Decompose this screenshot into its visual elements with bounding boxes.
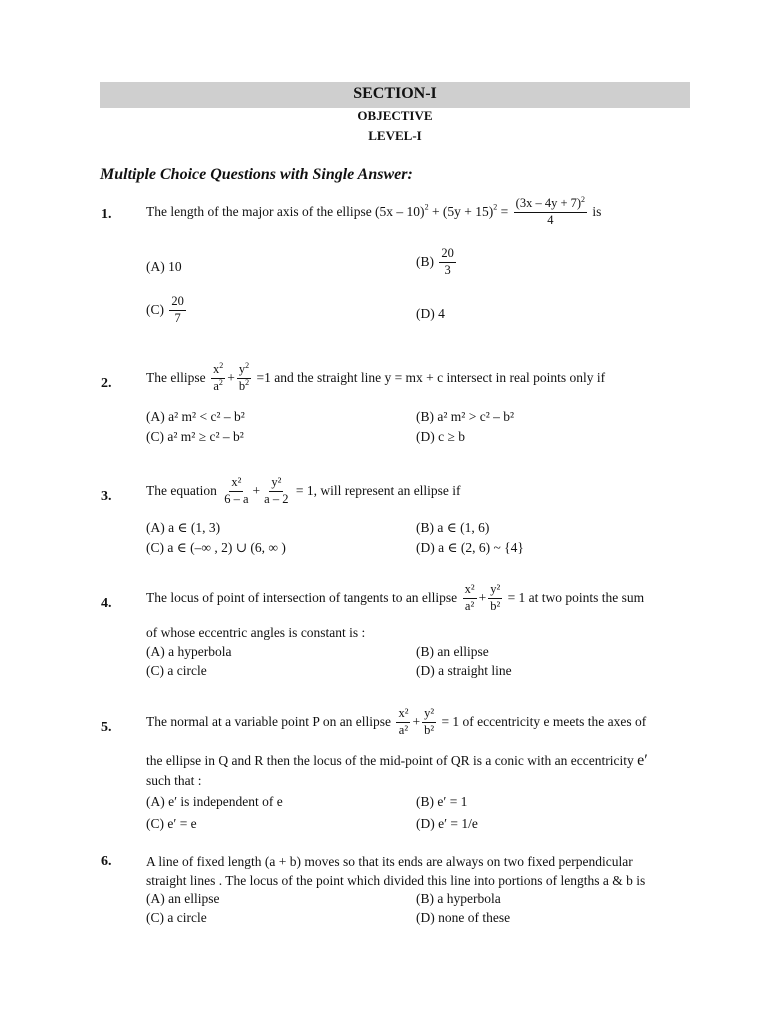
q5-eprime: e′ (637, 752, 648, 769)
q3-option-c: (C) a ∈ (–∞ , 2) ∪ (6, ∞ ) (146, 540, 286, 555)
mcq-heading: Multiple Choice Questions with Single Answer: (100, 166, 413, 183)
q5-f2-num: y² (422, 706, 436, 723)
q2-tail: =1 and the straight line y = mx + c intersect in real points only if (256, 370, 606, 386)
q4-line2: of whose eccentric angles is constant is : (146, 625, 366, 640)
question-number: 5. (101, 720, 112, 735)
q2-f2-den: b (238, 378, 246, 393)
q1-option-b (416, 246, 458, 278)
q3-option-d: (D) a ∈ (2, 6) ~ {4} (416, 540, 524, 555)
q2-option-c: (C) a² m² ≥ c² – b² (146, 429, 244, 444)
q6-option-a: (A) an ellipse (146, 891, 220, 906)
q4-option-a: (A) a hyperbola (146, 644, 232, 659)
question-5-stem: The normal at a variable point P on an ellipse $\frac{\text{x²}}{\text{a²}}$ + $\frac{\text{y²}}{\text{b²}}$ = 1 of eccentricity e meets the axes of (146, 706, 647, 737)
q3-option-b: (B) a ∈ (1, 6) (416, 520, 490, 535)
q4-f2-num: y² (488, 582, 502, 599)
q4-f1-num: x² (463, 582, 477, 599)
q1-mid1: + (5y + 15) (428, 204, 494, 220)
q4-option-c: (C) a circle (146, 663, 207, 678)
q2-option-d: (D) c ≥ b (416, 429, 466, 444)
section-title: SECTION-I (353, 85, 437, 102)
q2-option-b: (B) a² m² > c² – b² (416, 409, 515, 424)
q1-option-b-label: (B) (416, 254, 434, 270)
q2-f1-den: a (213, 378, 219, 393)
q1-c-num: 20 (169, 294, 186, 311)
q1-option-a: (A) 10 (146, 259, 182, 274)
q2-f2-num: y (238, 362, 246, 376)
q1-tail: is (592, 204, 602, 220)
q1-option-c-label: (C) (146, 302, 164, 318)
q1-mid2: = (497, 204, 512, 220)
q4-lead: The locus of point of intersection of tangents to an ellipse (146, 590, 458, 606)
question-2-stem: The ellipse $\frac{x^2}{a^2}$ + $\frac{y^2}{b^2}$ =1 and the straight line y = mx + c intersect in real points only if (146, 360, 606, 393)
q5-lead: The normal at a variable point P on an ellipse (146, 714, 392, 730)
q1-b-num: 20 (439, 246, 456, 263)
question-1-stem: The length of the major axis of the ellipse $(5x - 10)^2 + (5y + 15)^2$ = $\frac{(3x - 4y + 7)^2}{4}$ is (146, 194, 602, 227)
q1-option-c (146, 294, 188, 326)
q5-option-a: (A) e′ is independent of e (146, 794, 283, 809)
q4-f2-den: b² (490, 598, 501, 613)
q2-option-a: (A) a² m² < c² – b² (146, 409, 245, 424)
q1-frac-num: (3x – 4y + 7) (515, 196, 582, 210)
question-4-stem: The locus of point of intersection of tangents to an ellipse $\frac{\text{x²}}{\text{a²}}$ + $\frac{\text{y²}}{\text{b²}}$ = 1 at two points the sum (146, 582, 645, 613)
q2-lead: The ellipse (146, 370, 206, 386)
q3-lead: The equation (146, 483, 217, 499)
q1-lead: The length of the major axis of the ellipse (5x – 10) (146, 204, 425, 220)
q5-f1-den: a² (398, 722, 409, 737)
q2-f1-num: x (212, 362, 220, 376)
q6-option-c: (C) a circle (146, 910, 207, 925)
q6-option-b: (B) a hyperbola (416, 891, 501, 906)
q5-line2-text: the ellipse in Q and R then the locus of the mid-point of QR is a conic with an eccentricity (146, 753, 634, 768)
question-number: 2. (101, 376, 112, 391)
q3-tail: = 1, will represent an ellipse if (295, 483, 461, 499)
level-label: LEVEL-I (368, 128, 422, 143)
q5-f1-num: x² (396, 706, 410, 723)
q3-f1-den: 6 – a (224, 491, 249, 506)
q3-f2-den: a – 2 (264, 491, 289, 506)
q1-fraction: $\frac{(3x - 4y + 7)^2}{4}$ (515, 194, 586, 227)
q1-frac-den: 4 (547, 212, 554, 227)
objective-label: OBJECTIVE (357, 108, 433, 123)
q5-option-d: (D) e′ = 1/e (416, 816, 478, 831)
q5-option-c: (C) e′ = e (146, 816, 197, 831)
q4-option-d: (D) a straight line (416, 663, 512, 678)
q1-c-den: 7 (174, 310, 181, 325)
q6-line2: straight lines . The locus of the point which divided this line into portions of lengths a & b is (146, 873, 646, 888)
q3-option-a: (A) a ∈ (1, 3) (146, 520, 221, 535)
q4-option-b: (B) an ellipse (416, 644, 489, 659)
q1-b-den: 3 (444, 262, 451, 277)
question-number: 1. (101, 207, 112, 222)
q4-f1-den: a² (464, 598, 475, 613)
q4-tail: = 1 at two points the sum (507, 590, 645, 606)
question-number: 3. (101, 489, 112, 504)
q5-f2-den: b² (424, 722, 435, 737)
question-number: 4. (101, 596, 112, 611)
q6-line1: A line of fixed length (a + b) moves so that its ends are always on two fixed perpendicular (146, 854, 633, 869)
q3-f2-num: y² (269, 475, 283, 492)
q5-option-b: (B) e′ = 1 (416, 794, 468, 809)
q6-option-d: (D) none of these (416, 910, 511, 925)
q3-f1-num: x² (229, 475, 243, 492)
q1-option-d: (D) 4 (416, 306, 445, 321)
question-number: 6. (101, 854, 112, 869)
q5-tail: = 1 of eccentricity e meets the axes of (441, 714, 647, 730)
question-3-stem: The equation $\frac{\text{x²}}{6 - a}$ + $\frac{\text{y²}}{a - 2}$ = 1, will represent an ellipse if (146, 475, 461, 506)
q5-line3: such that : (146, 773, 202, 788)
q5-line2 (146, 752, 648, 770)
